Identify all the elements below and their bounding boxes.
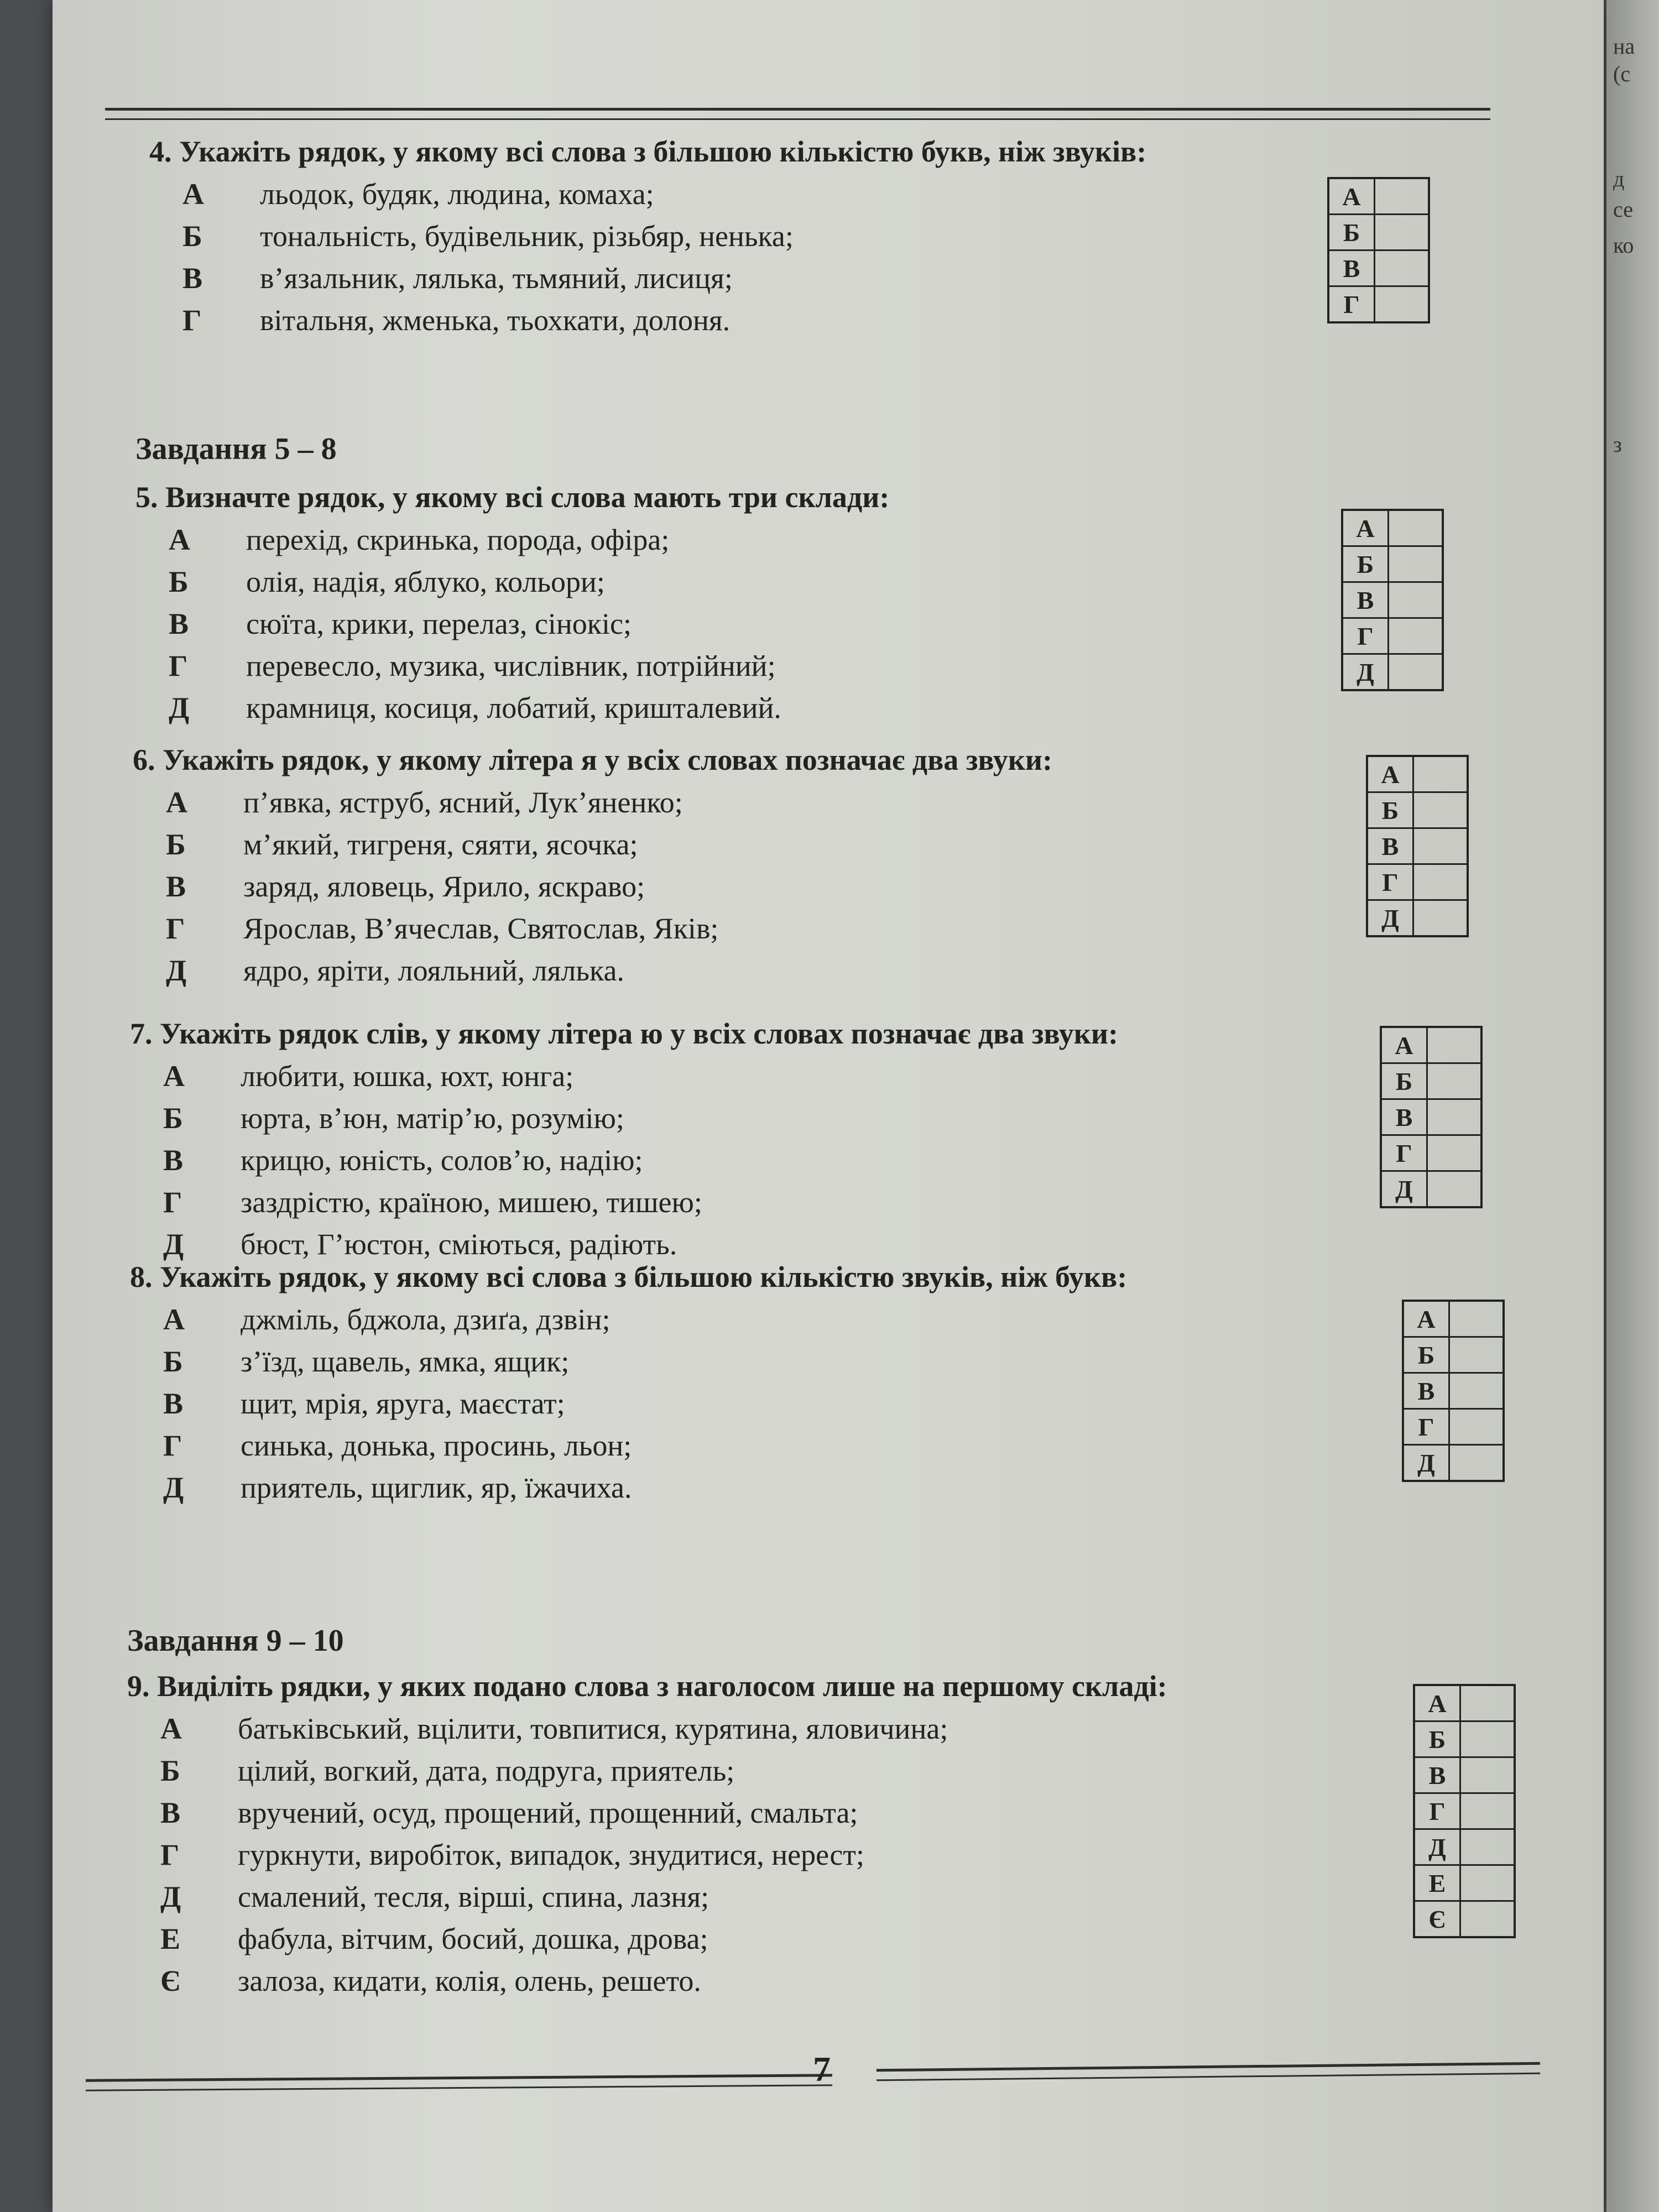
option-row: Б цілий, вогкий, дата, подруга, приятель; xyxy=(160,1754,735,1787)
option-row: Б з’їзд, щавель, ямка, ящик; xyxy=(163,1345,570,1378)
option-row: Б юрта, в’юн, матір’ю, розумію; xyxy=(163,1102,624,1135)
option-row: Д смалений, тесля, вірші, спина, лазня; xyxy=(160,1880,709,1913)
answer-grid-4: А Б В Г xyxy=(1327,177,1430,324)
answer-cell[interactable] xyxy=(1413,828,1468,864)
answer-cell[interactable] xyxy=(1449,1301,1504,1337)
answer-cell[interactable] xyxy=(1460,1685,1515,1721)
answer-cell[interactable] xyxy=(1460,1865,1515,1901)
option-row: В заряд, яловець, Ярило, яскраво; xyxy=(166,870,645,903)
edge-fragment: д xyxy=(1613,166,1625,191)
option-row: А перехід, скринька, порода, офіра; xyxy=(169,523,670,556)
option-row: А льодок, будяк, людина, комаха; xyxy=(182,178,654,211)
answer-grid-9: А Б В Г Д Е Є xyxy=(1413,1684,1516,1938)
answer-cell[interactable] xyxy=(1413,756,1468,792)
answer-cell[interactable] xyxy=(1427,1027,1482,1063)
answer-grid-5: А Б В Г Д xyxy=(1341,509,1444,691)
option-row: В щит, мрія, яруга, маєстат; xyxy=(163,1387,565,1420)
option-row: В крицю, юність, солов’ю, надію; xyxy=(163,1144,643,1177)
option-row: В сюїта, крики, перелаз, сінокіс; xyxy=(169,607,632,640)
answer-grid-8: А Б В Г Д xyxy=(1402,1300,1505,1482)
option-row: Д ядро, яріти, лояльний, лялька. xyxy=(166,954,624,987)
option-row: А батьківський, вцілити, товпитися, курятина, яловичина; xyxy=(160,1712,948,1745)
option-row: Є залоза, кидати, колія, олень, решето. xyxy=(160,1964,701,1997)
option-row: А п’явка, яструб, ясний, Лук’яненко; xyxy=(166,786,683,819)
answer-cell[interactable] xyxy=(1389,654,1443,691)
option-row: Г заздрістю, країною, мишею, тишею; xyxy=(163,1186,702,1219)
option-row: Д бюст, Г’юстон, сміються, радіють. xyxy=(163,1228,677,1261)
answer-cell[interactable] xyxy=(1427,1099,1482,1135)
answer-cell[interactable] xyxy=(1375,251,1430,286)
option-row: Г перевесло, музика, числівник, потрійний; xyxy=(169,649,776,682)
question-9-text: 9. Виділіть рядки, у яких подано слова з наголосом лише на першому складі: xyxy=(127,1670,1167,1703)
question-5-text: 5. Визначте рядок, у якому всі слова мають три склади: xyxy=(135,481,890,514)
top-rule xyxy=(105,108,1490,120)
answer-cell[interactable] xyxy=(1389,510,1443,546)
answer-cell[interactable] xyxy=(1389,618,1443,654)
option-row: Б м’який, тигреня, сяяти, ясочка; xyxy=(166,828,638,861)
answer-cell[interactable] xyxy=(1375,178,1430,215)
option-row: Г гуркнути, виробіток, випадок, знудитися, нерест; xyxy=(160,1838,864,1871)
bottom-rule-right xyxy=(877,2062,1540,2081)
option-row: Г синька, донька, просинь, льон; xyxy=(163,1429,632,1462)
answer-cell[interactable] xyxy=(1413,792,1468,828)
bottom-rule-left xyxy=(86,2074,832,2091)
answer-cell[interactable] xyxy=(1449,1445,1504,1481)
question-4-text: 4. Укажіть рядок, у якому всі слова з більшою кількістю букв, ніж звуків: xyxy=(149,135,1147,168)
option-row: Д приятель, щиглик, яр, їжачиха. xyxy=(163,1471,632,1504)
answer-cell[interactable] xyxy=(1460,1793,1515,1829)
option-row: В в’язальник, лялька, тьмяний, лисиця; xyxy=(182,262,733,295)
section-title-5-8: Завдання 5 – 8 xyxy=(135,432,337,466)
question-7-text: 7. Укажіть рядок слів, у якому літера ю у всіх словах позначає два звуки: xyxy=(130,1017,1118,1050)
option-row: Е фабула, вітчим, босий, дошка, дрова; xyxy=(160,1922,708,1955)
option-row: Д крамниця, косиця, лобатий, кришталевий. xyxy=(169,691,781,724)
edge-fragment: ко xyxy=(1613,233,1634,258)
answer-cell[interactable] xyxy=(1449,1337,1504,1373)
answer-cell[interactable] xyxy=(1460,1757,1515,1793)
question-6 xyxy=(133,738,1460,992)
option-row: Г Ярослав, В’ячеслав, Святослав, Яків; xyxy=(166,912,719,945)
question-6-text: 6. Укажіть рядок, у якому літера я у всіх словах позначає два звуки: xyxy=(133,743,1052,776)
page-number: 7 xyxy=(813,2049,831,2089)
adjacent-page-edge xyxy=(1606,0,1659,2212)
answer-cell[interactable] xyxy=(1460,1901,1515,1938)
question-7 xyxy=(130,1012,1457,1265)
worksheet-page xyxy=(53,0,1604,2212)
answer-cell[interactable] xyxy=(1413,864,1468,900)
answer-cell[interactable] xyxy=(1460,1829,1515,1865)
answer-cell[interactable] xyxy=(1427,1171,1482,1208)
answer-cell[interactable] xyxy=(1389,546,1443,582)
answer-cell[interactable] xyxy=(1413,900,1468,937)
question-5 xyxy=(135,476,1463,729)
answer-cell[interactable] xyxy=(1427,1135,1482,1171)
edge-fragment: з xyxy=(1613,432,1622,457)
option-row: А любити, юшка, юхт, юнга; xyxy=(163,1060,574,1093)
section-title-9-10: Завдання 9 – 10 xyxy=(127,1624,344,1658)
question-8 xyxy=(130,1255,1457,1509)
question-4 xyxy=(149,130,1477,341)
answer-cell[interactable] xyxy=(1375,286,1430,323)
answer-cell[interactable] xyxy=(1449,1409,1504,1445)
option-row: Б олія, надія, яблуко, кольори; xyxy=(169,565,605,598)
edge-fragment: на xyxy=(1613,34,1635,59)
answer-cell[interactable] xyxy=(1375,215,1430,251)
option-row: В вручений, осуд, прощений, прощенний, смальта; xyxy=(160,1796,858,1829)
answer-cell[interactable] xyxy=(1449,1373,1504,1409)
answer-grid-7: А Б В Г Д xyxy=(1380,1026,1483,1208)
answer-grid-6: А Б В Г Д xyxy=(1366,755,1469,937)
option-row: А джміль, бджола, дзиґа, дзвін; xyxy=(163,1303,611,1336)
question-8-text: 8. Укажіть рядок, у якому всі слова з більшою кількістю звуків, ніж букв: xyxy=(130,1260,1128,1293)
answer-cell[interactable] xyxy=(1427,1063,1482,1099)
question-9 xyxy=(127,1665,1454,2002)
edge-fragment: се xyxy=(1613,197,1633,222)
answer-cell[interactable] xyxy=(1460,1721,1515,1757)
option-row: Б тональність, будівельник, різьбяр, ненька; xyxy=(182,220,794,253)
edge-fragment: (с xyxy=(1613,61,1631,86)
answer-cell[interactable] xyxy=(1389,582,1443,618)
option-row: Г вітальня, жменька, тьохкати, долоня. xyxy=(182,304,731,337)
